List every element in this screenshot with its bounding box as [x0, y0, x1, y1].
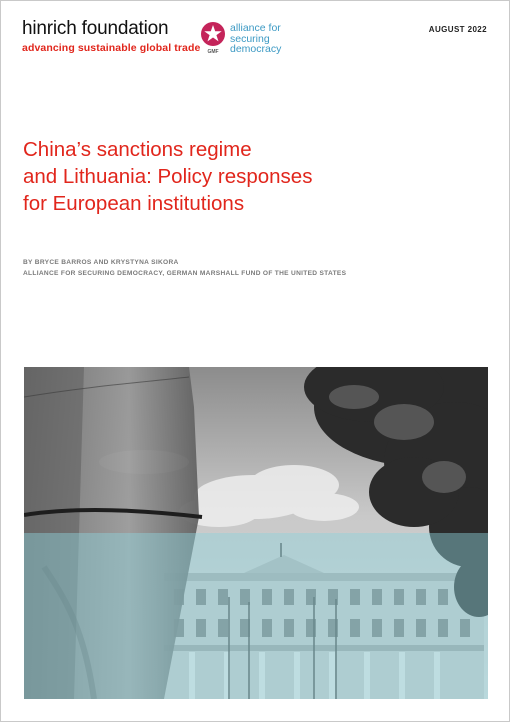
asd-emblem-icon — [200, 21, 226, 55]
report-title — [23, 136, 443, 217]
report-title-line: for European institutions — [23, 192, 245, 215]
authors-affiliation: ALLIANCE FOR SECURING DEMOCRACY, GERMAN MARSHALL FUND OF THE UNITED STATES — [23, 270, 347, 277]
cover-photo — [24, 367, 488, 699]
authors-byline: BY BRYCE BARROS AND KRYSTYNA SIKORA — [23, 259, 179, 266]
hinrich-logo-name: hinrich foundation — [22, 18, 169, 39]
asd-logo-line: alliance for — [230, 22, 281, 34]
hinrich-foundation-logo — [22, 18, 200, 55]
asd-emblem-text: GMF — [207, 49, 219, 55]
authors-block — [23, 257, 346, 279]
cyan-tint-overlay — [24, 533, 488, 699]
report-title-line: and Lithuania: Policy responses — [23, 165, 313, 188]
asd-logo-line: securing — [230, 32, 270, 45]
asd-logo-line: democracy — [230, 43, 282, 55]
asd-logo-text — [230, 23, 281, 55]
publication-date: AUGUST 2022 — [428, 25, 487, 34]
cover-photo-illustration — [24, 367, 488, 699]
report-title-line: China’s sanctions regime — [23, 138, 252, 161]
hinrich-logo-tagline: advancing sustainable global trade — [22, 42, 201, 54]
